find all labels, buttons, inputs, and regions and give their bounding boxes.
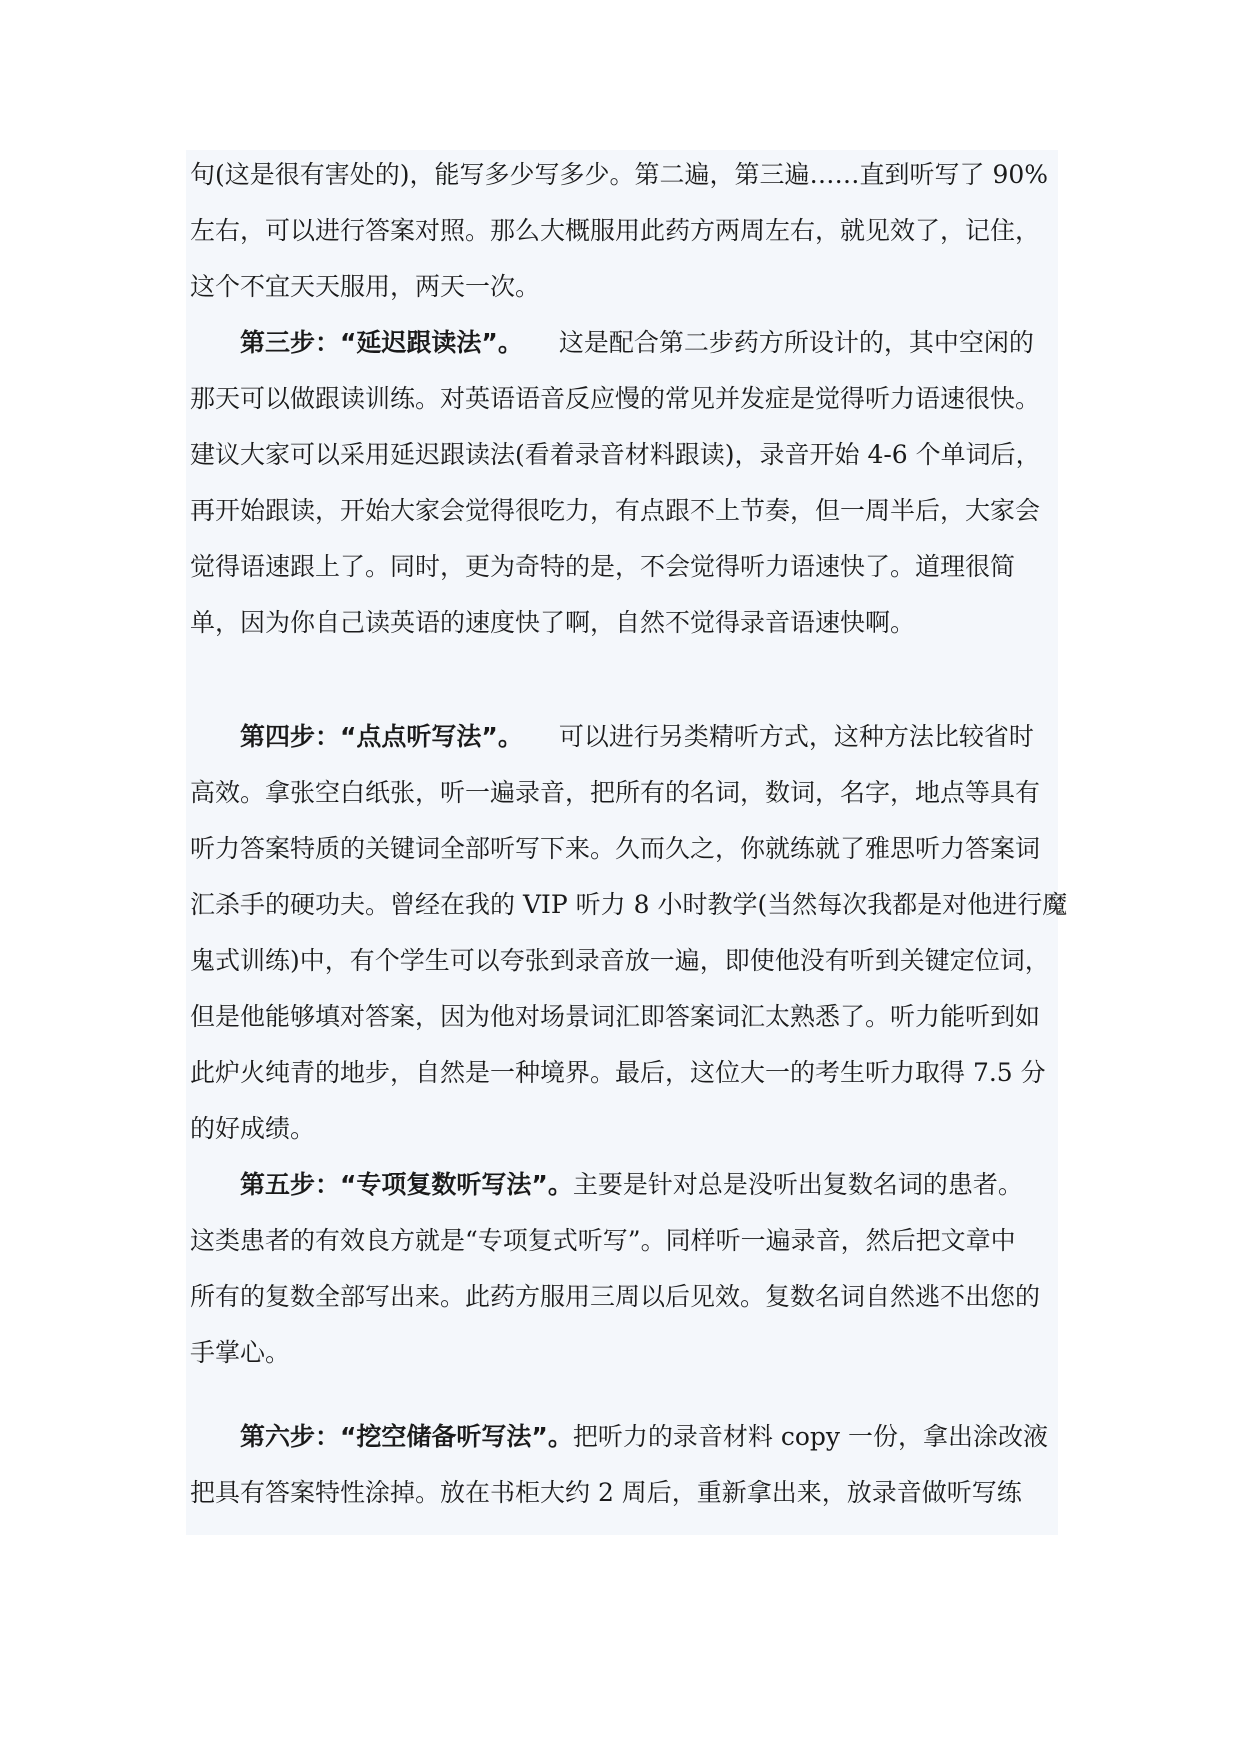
text-line: 建议大家可以采用延迟跟读法(看着录音材料跟读)，录音开始 4-6 个单词后，	[190, 440, 1041, 469]
text-line: 这类患者的有效良方就是“专项复式听写”。同样听一遍录音，然后把文章中	[190, 1226, 1016, 1255]
step-4-paragraph-start	[240, 720, 1034, 754]
step-5-heading: 第五步：“专项复数听写法”。	[240, 1170, 573, 1199]
step-4-heading: 第四步：“点点听写法”。	[240, 722, 523, 751]
step-5-text: 主要是针对总是没听出复数名词的患者。	[572, 1170, 1023, 1199]
document-body	[186, 150, 1068, 1535]
step-3-heading: 第三步：“延迟跟读法”。	[240, 328, 523, 357]
text-line: 把具有答案特性涂掉。放在书柜大约 2 周后，重新拿出来，放录音做听写练	[190, 1478, 1022, 1507]
step-3-text: 这是配合第二步药方所设计的，其中空闲的	[558, 328, 1034, 357]
text-line: 再开始跟读，开始大家会觉得很吃力，有点跟不上节奏，但一周半后，大家会	[190, 496, 1041, 525]
step-6-text: 把听力的录音材料 copy 一份，拿出涂改液	[572, 1422, 1048, 1451]
text-line: 单，因为你自己读英语的速度快了啊，自然不觉得录音语速快啊。	[190, 608, 916, 637]
text-line: 那天可以做跟读训练。对英语语音反应慢的常见并发症是觉得听力语速很快。	[190, 384, 1041, 413]
text-line: 手掌心。	[190, 1338, 291, 1367]
text-line: 此炉火纯青的地步，自然是一种境界。最后，这位大一的考生听力取得 7.5 分	[190, 1058, 1046, 1087]
text-line: 觉得语速跟上了。同时，更为奇特的是，不会觉得听力语速快了。道理很简	[190, 552, 1016, 581]
text-line: 但是他能够填对答案，因为他对场景词汇即答案词汇太熟悉了。听力能听到如	[190, 1002, 1041, 1031]
text-line: 鬼式训练)中，有个学生可以夸张到录音放一遍，即使他没有听到关键定位词，	[190, 946, 1050, 975]
text-line: 这个不宜天天服用，两天一次。	[190, 272, 541, 301]
text-line: 高效。拿张空白纸张，听一遍录音，把所有的名词，数词，名字，地点等具有	[190, 778, 1041, 807]
text-line: 汇杀手的硬功夫。曾经在我的 VIP 听力 8 小时教学(当然每次我都是对他进行魔	[190, 890, 1068, 919]
step-5-paragraph-start	[240, 1168, 1023, 1202]
text-line: 所有的复数全部写出来。此药方服用三周以后见效。复数名词自然逃不出您的	[190, 1282, 1041, 1311]
step-4-text: 可以进行另类精听方式，这种方法比较省时	[558, 722, 1034, 751]
text-line: 句(这是很有害处的)，能写多少写多少。第二遍，第三遍……直到听写了 90%	[190, 160, 1049, 189]
text-line: 左右，可以进行答案对照。那么大概服用此药方两周左右，就见效了，记住，	[190, 216, 1041, 245]
step-6-paragraph-start	[240, 1420, 1048, 1454]
text-line: 的好成绩。	[190, 1114, 316, 1143]
text-line: 听力答案特质的关键词全部听写下来。久而久之，你就练就了雅思听力答案词	[190, 834, 1041, 863]
step-3-paragraph-start	[240, 326, 1034, 360]
step-6-heading: 第六步：“挖空储备听写法”。	[240, 1422, 573, 1451]
